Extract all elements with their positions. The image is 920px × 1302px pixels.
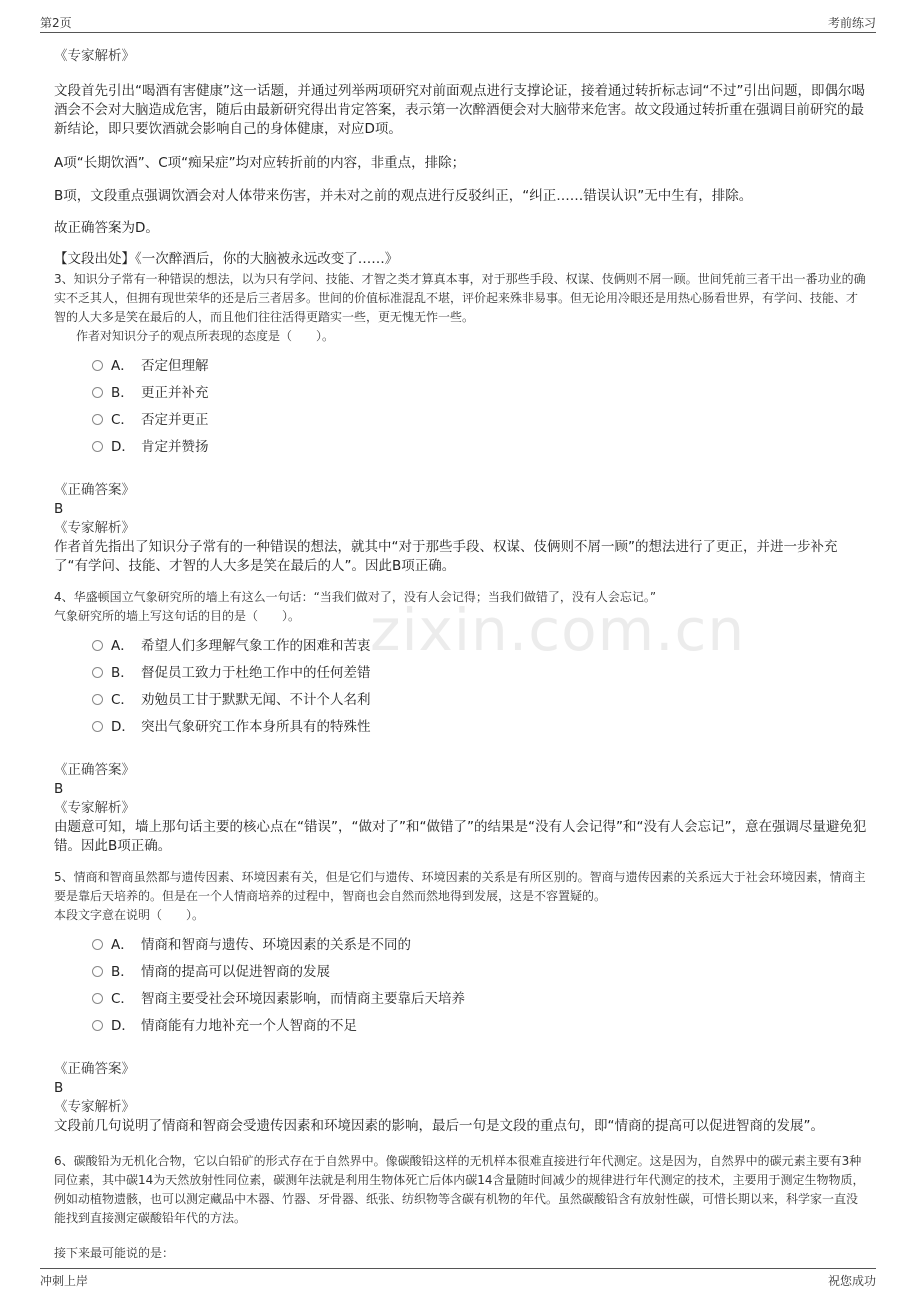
page-content [54,40,868,1263]
question-3-answer: B [54,501,64,517]
question-5-stem: 本段文字意在说明（ ）。 [54,908,205,922]
page-number: 第2页 [40,16,72,30]
header-divider [40,32,876,33]
footer-divider [40,1268,876,1269]
question-5-option-c[interactable]: C． 智商主要受社会环境因素影响，而情商主要靠后天培养 [92,983,868,1010]
question-3-options [92,350,868,458]
question-5-answer: B [54,1080,64,1096]
expert-analysis-label: 《专家解析》 [54,1099,135,1115]
question-3-option-c[interactable]: C． 否定并更正 [92,404,868,431]
header-title: 考前练习 [827,16,876,30]
question-3-text: 3、知识分子常有一种错误的想法，以为只有学问、技能、才智之类才算真本事，对于那些手段、权谋、伎俩则不屑一顾。世间凭前三者干出一番功业的确实不乏其人，但拥有现世荣华的还是后三者居多。世间的价值标准混乱不堪，评价起来殊非易事。但无论用冷眼还是用热心肠看世界，有学问、技能、才智的人大多是笑在最后的人，而且他们往往活得更踏实一些，更无愧无怍一些。 [54,272,866,324]
question-5-text: 5、情商和智商虽然都与遗传因素、环境因素有关，但是它们与遗传、环境因素的关系是有所区别的。智商与遗传因素的关系远大于社会环境因素，情商主要是靠后天培养的。但是在一个人情商培养的过程中，智商也会自然而然地得到发展，这是不容置疑的。 [54,870,866,903]
question-6-text: 6、碳酸铅为无机化合物，它以白铅矿的形式存在于自然界中。像碳酸铅这样的无机样本很难直接进行年代测定。这是因为，自然界中的碳元素主要有3种同位素，其中碳14为天然放射性同位素，碳测年法就是利用生物体死亡后体内碳14含量随时间减少的规律进行年代测定的技术，主要用于测定生物物质，例如动植物遗骸，也可以测定藏品中木器、竹器、牙骨器、纸张、纺织物等含碳有机物的年代。虽然碳酸铅含有放射性碳，可惜长期以来，科学家一直没能找到直接测定碳酸铅年代的方法。 [54,1154,865,1225]
question-4-text: 4、华盛顿国立气象研究所的墙上有这么一句话：“当我们做对了，没有人会记得；当我们做错了，没有人会忘记。” [54,590,657,604]
page-header [40,14,876,32]
correct-answer-label: 《正确答案》 [54,1061,135,1077]
page-footer [40,1272,876,1290]
q2-analysis-para-2: A项“长期饮酒”、C项“痴呆症”均对应转折前的内容，非重点，排除； [54,155,466,171]
footer-left-text: 冲刺上岸 [40,1274,89,1288]
question-4-option-d[interactable]: D． 突出气象研究工作本身所具有的特殊性 [92,711,868,738]
footer-right-text: 祝您成功 [827,1274,876,1288]
q2-analysis-para-1: 文段首先引出“喝酒有害健康”这一话题，并通过列举两项研究对前面观点进行支撑论证，接着通过转折标志词“不过”引出问题，即偶尔喝酒会不会对大脑造成危害，随后由最新研究得出肯定答案，表示第一次醉酒便会对大脑带来危害。故文段通过转折重在强调目前研究的最新结论，即只要饮酒就会影响自己的身体健康，对应D项。 [54,83,865,137]
question-4-option-c[interactable]: C． 劝勉员工甘于默默无闻、不计个人名利 [92,684,868,711]
question-3-option-d[interactable]: D． 肯定并赞扬 [92,431,868,458]
watermark: zixin.com.cn [370,596,746,664]
question-3-option-b[interactable]: B． 更正并补充 [92,377,868,404]
question-3-stem: 作者对知识分子的观点所表现的态度是（ ）。 [76,329,335,343]
question-3-analysis: 作者首先指出了知识分子常有的一种错误的想法，就其中“对于那些手段、权谋、伎俩则不屑一顾”的想法进行了更正，并进一步补充了“有学问、技能、才智的人大多是笑在最后的人”。因此B项正确。 [54,539,838,574]
radio-button[interactable] [92,694,103,705]
expert-analysis-label: 《专家解析》 [54,520,135,536]
radio-button[interactable] [92,667,103,678]
question-5-analysis: 文段前几句说明了情商和智商会受遗传因素和环境因素的影响，最后一句是文段的重点句，即“情商的提高可以促进智商的发展”。 [54,1118,824,1134]
radio-button[interactable] [92,640,103,651]
question-4-stem: 气象研究所的墙上写这句话的目的是（ ）。 [54,609,301,623]
question-4-option-b[interactable]: B． 督促员工致力于杜绝工作中的任何差错 [92,657,868,684]
radio-button[interactable] [92,414,103,425]
question-5-options [92,929,868,1037]
radio-button[interactable] [92,993,103,1004]
radio-button[interactable] [92,360,103,371]
question-4-options [92,630,868,738]
radio-button[interactable] [92,1020,103,1031]
correct-answer-label: 《正确答案》 [54,762,135,778]
radio-button[interactable] [92,441,103,452]
correct-answer-label: 《正确答案》 [54,482,135,498]
question-5-option-d[interactable]: D． 情商能有力地补充一个人智商的不足 [92,1010,868,1037]
q2-analysis-para-3: B项，文段重点强调饮酒会对人体带来伤害，并未对之前的观点进行反驳纠正，“纠正……错误认识”无中生有，排除。 [54,188,753,204]
radio-button[interactable] [92,966,103,977]
question-4-analysis: 由题意可知，墙上那句话主要的核心点在“错误”，“做对了”和“做错了”的结果是“没有人会记得”和“没有人会忘记”，意在强调尽量避免犯错。因此B项正确。 [54,819,867,854]
radio-button[interactable] [92,939,103,950]
radio-button[interactable] [92,721,103,732]
expert-analysis-label: 《专家解析》 [54,48,135,64]
question-4-option-a[interactable]: A． 希望人们多理解气象工作的困难和苦衷 [92,630,868,657]
expert-analysis-label: 《专家解析》 [54,800,135,816]
question-5-option-a[interactable]: A． 情商和智商与遗传、环境因素的关系是不同的 [92,929,868,956]
question-5-option-b[interactable]: B． 情商的提高可以促进智商的发展 [92,956,868,983]
question-4-answer: B [54,781,64,797]
question-3-option-a[interactable]: A． 否定但理解 [92,350,868,377]
q2-analysis-para-4: 故正确答案为D。 [54,220,159,236]
radio-button[interactable] [92,387,103,398]
question-6-stem: 接下来最可能说的是： [54,1246,175,1260]
q2-source: 【文段出处】《一次醉酒后，你的大脑被永远改变了……》 [54,251,399,267]
